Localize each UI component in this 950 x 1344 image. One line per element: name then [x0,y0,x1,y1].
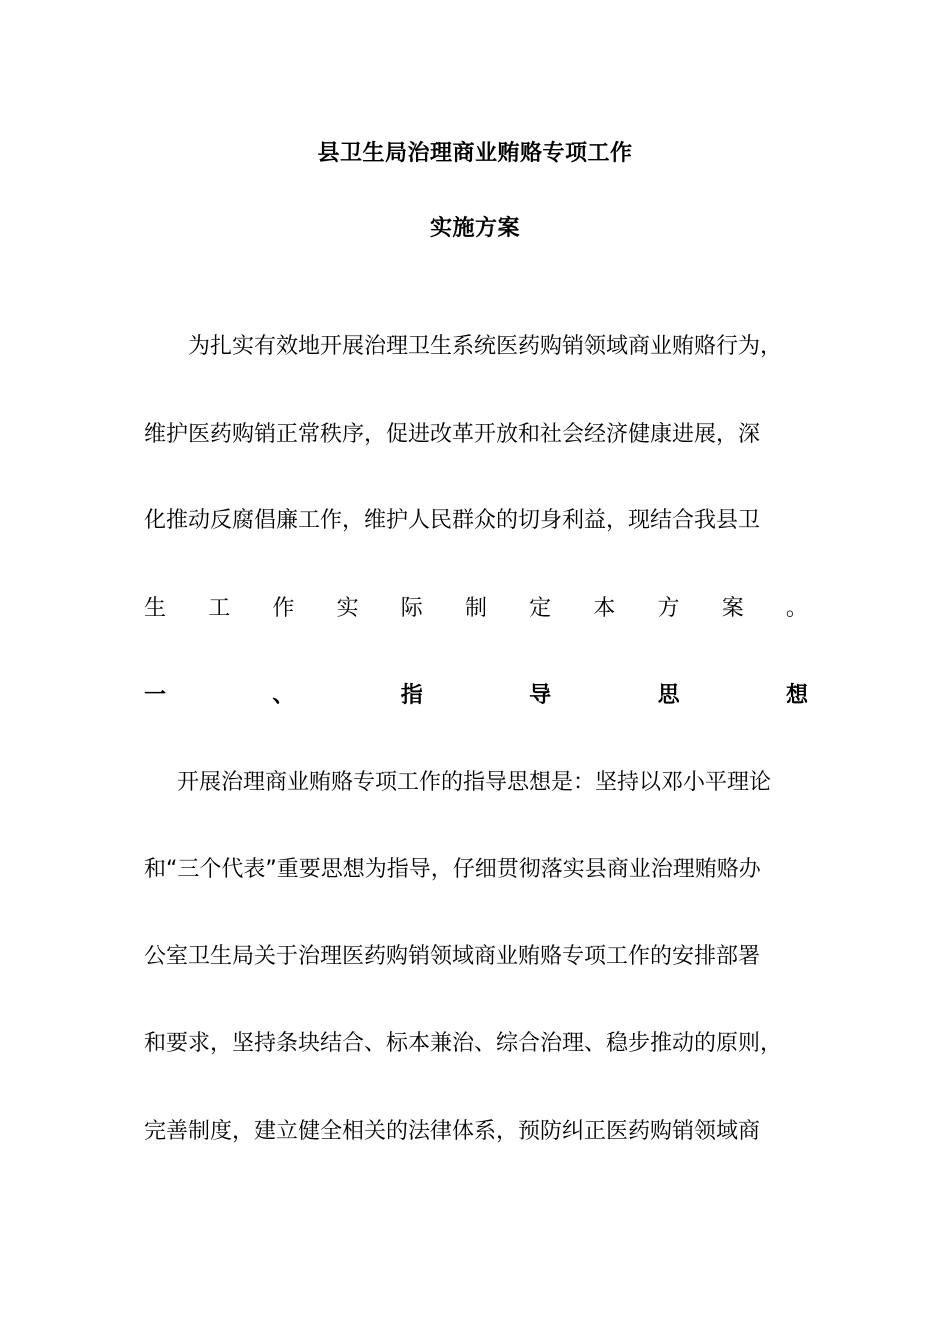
paragraph-1-line-4-char: 实 [336,596,359,621]
section-1-heading-char: 思 [657,683,680,708]
paragraph-1-line-1: 为扎实有效地开展治理卫生系统医药购销领域商业贿赂行为， [188,334,783,359]
paragraph-2-line-2: 和“三个代表”重要思想为指导，仔细贯彻落实县商业治理贿赂办 [144,857,761,882]
paragraph-1-line-4-char: 际 [400,596,423,621]
paragraph-2-line-5: 完善制度，建立健全相关的法律体系，预防纠正医药购销领域商 [144,1119,761,1144]
paragraph-1-line-4-char: 方 [657,596,680,621]
paragraph-1-line-4 [144,594,808,624]
paragraph-1-line-3: 化推动反腐倡廉工作，维护人民群众的切身利益，现结合我县卫 [144,508,761,533]
paragraph-1-line-4-char: 本 [593,596,616,621]
paragraph-1-line-4-char: 制 [464,596,487,621]
section-1-heading-char: 导 [529,683,552,708]
paragraph-1-line-2: 维护医药购销正常秩序，促进改革开放和社会经济健康进展，深 [144,422,761,447]
section-1-heading-char: 一 [144,683,167,708]
section-1-heading-char: 想 [785,683,808,708]
paragraph-2-line-1: 开展治理商业贿赂专项工作的指导思想是：坚持以邓小平理论 [177,770,772,795]
paragraph-1-line-4-char: 作 [272,596,295,621]
paragraph-1-line-4-char: 定 [529,596,552,621]
document-title: 县卫生局治理商业贿赂专项工作 [317,141,633,166]
section-1-heading [144,681,808,711]
paragraph-1-line-4-char: 案 [721,596,744,621]
section-1-heading-char: 指 [400,683,423,708]
paragraph-2-line-3: 公室卫生局关于治理医药购销领域商业贿赂专项工作的安排部署 [144,944,761,969]
paragraph-1-line-4-char: 。 [785,596,808,621]
section-1-heading-char: 、 [272,683,295,708]
paragraph-2-line-4: 和要求，坚持条块结合、标本兼治、综合治理、稳步推动的原则， [144,1031,783,1056]
paragraph-1-line-4-char: 生 [144,596,167,621]
document-subtitle: 实施方案 [429,216,520,241]
paragraph-1-line-4-char: 工 [208,596,231,621]
